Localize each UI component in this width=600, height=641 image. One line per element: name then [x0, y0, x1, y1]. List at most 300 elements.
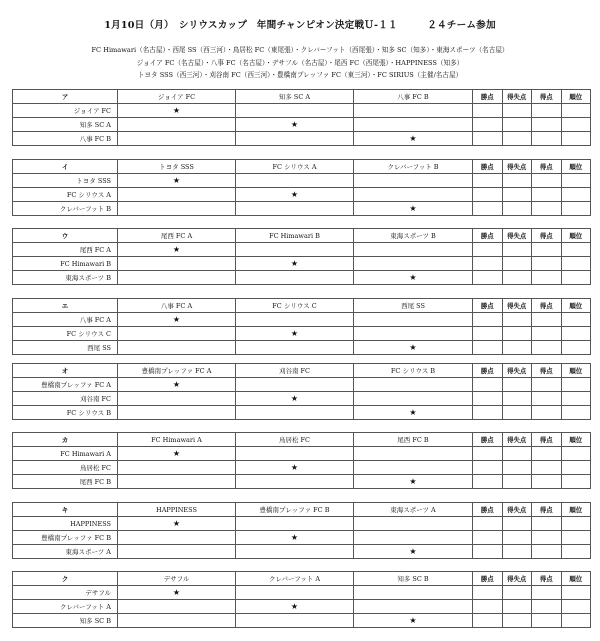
score-cell	[502, 614, 532, 628]
result-cell	[236, 475, 354, 489]
score-header: 得点	[532, 364, 562, 378]
self-match-star: ★	[118, 174, 236, 188]
score-cell	[561, 392, 591, 406]
table-row	[13, 378, 591, 392]
team-name: トヨタ SSS	[13, 174, 118, 188]
result-cell	[236, 202, 354, 216]
score-header: 得点	[532, 572, 562, 586]
score-cell	[561, 545, 591, 559]
score-header: 勝点	[473, 433, 503, 447]
score-cell	[532, 517, 562, 531]
score-header: 順位	[561, 90, 591, 104]
result-cell	[354, 313, 473, 327]
opponent-header: 知多 SC A	[236, 90, 354, 104]
score-cell	[561, 531, 591, 545]
group-code: ク	[13, 572, 118, 586]
team-name: 西尾 SS	[13, 341, 118, 355]
opponent-header: デサフル	[118, 572, 236, 586]
score-cell	[532, 132, 562, 146]
score-header: 得失点	[502, 364, 532, 378]
self-match-star: ★	[236, 600, 354, 614]
group-table-6	[12, 432, 590, 489]
result-cell	[118, 614, 236, 628]
result-cell	[354, 461, 473, 475]
opponent-header: HAPPINESS	[118, 503, 236, 517]
self-match-star: ★	[118, 378, 236, 392]
header-row	[13, 160, 591, 174]
team-name: 刈谷南 FC	[13, 392, 118, 406]
opponent-header: 東海スポーツ A	[354, 503, 473, 517]
result-cell	[118, 188, 236, 202]
score-header: 勝点	[473, 160, 503, 174]
score-cell	[473, 475, 503, 489]
score-header: 得点	[532, 229, 562, 243]
score-header: 順位	[561, 503, 591, 517]
score-cell	[473, 406, 503, 420]
participant-list	[0, 44, 600, 82]
opponent-header: FC Himawari B	[236, 229, 354, 243]
score-header: 得点	[532, 90, 562, 104]
self-match-star: ★	[236, 257, 354, 271]
score-cell	[502, 545, 532, 559]
league-table	[12, 228, 591, 285]
result-cell	[118, 257, 236, 271]
score-cell	[473, 104, 503, 118]
team-name: 東海スポーツ A	[13, 545, 118, 559]
result-cell	[236, 378, 354, 392]
team-name: 知多 SC B	[13, 614, 118, 628]
opponent-header: 鳥居松 FC	[236, 433, 354, 447]
score-cell	[532, 531, 562, 545]
result-cell	[236, 174, 354, 188]
team-name: 八事 FC B	[13, 132, 118, 146]
group-code: イ	[13, 160, 118, 174]
team-name: クレバーフット A	[13, 600, 118, 614]
score-cell	[473, 202, 503, 216]
result-cell	[236, 406, 354, 420]
table-row	[13, 545, 591, 559]
self-match-star: ★	[118, 447, 236, 461]
self-match-star: ★	[354, 545, 473, 559]
league-table	[12, 363, 591, 420]
score-header: 勝点	[473, 572, 503, 586]
table-row	[13, 132, 591, 146]
score-cell	[532, 378, 562, 392]
group-table-4	[12, 298, 590, 355]
result-cell	[236, 614, 354, 628]
result-cell	[118, 545, 236, 559]
opponent-header: ジョイア FC	[118, 90, 236, 104]
score-header: 得点	[532, 503, 562, 517]
self-match-star: ★	[354, 475, 473, 489]
score-cell	[532, 475, 562, 489]
team-name: 尾西 FC B	[13, 475, 118, 489]
score-cell	[561, 341, 591, 355]
header-row	[13, 572, 591, 586]
group-code: キ	[13, 503, 118, 517]
score-cell	[473, 392, 503, 406]
score-cell	[532, 600, 562, 614]
opponent-header: クレバーフット A	[236, 572, 354, 586]
score-header: 得点	[532, 433, 562, 447]
score-cell	[473, 243, 503, 257]
page-title: 1月10日（月） シリウスカップ 年間チャンピオン決定戦Ｕ-１１ ２４チーム参加	[104, 20, 496, 31]
self-match-star: ★	[236, 392, 354, 406]
self-match-star: ★	[118, 243, 236, 257]
score-cell	[532, 614, 562, 628]
result-cell	[236, 586, 354, 600]
score-cell	[473, 447, 503, 461]
score-header: 得失点	[502, 229, 532, 243]
team-name: クレバーフット B	[13, 202, 118, 216]
self-match-star: ★	[118, 586, 236, 600]
score-cell	[532, 188, 562, 202]
score-header: 勝点	[473, 299, 503, 313]
opponent-header: FC Himawari A	[118, 433, 236, 447]
score-cell	[561, 257, 591, 271]
score-cell	[532, 118, 562, 132]
score-cell	[561, 447, 591, 461]
score-cell	[561, 378, 591, 392]
score-cell	[473, 313, 503, 327]
score-cell	[561, 132, 591, 146]
team-name: 東海スポーツ B	[13, 271, 118, 285]
team-name: FC Himawari A	[13, 447, 118, 461]
self-match-star: ★	[118, 517, 236, 531]
opponent-header: 西尾 SS	[354, 299, 473, 313]
score-cell	[502, 188, 532, 202]
league-table	[12, 89, 591, 146]
score-cell	[532, 461, 562, 475]
result-cell	[236, 545, 354, 559]
score-header: 得失点	[502, 572, 532, 586]
header-row	[13, 503, 591, 517]
table-row	[13, 313, 591, 327]
score-cell	[532, 271, 562, 285]
result-cell	[354, 600, 473, 614]
result-cell	[354, 392, 473, 406]
score-header: 順位	[561, 160, 591, 174]
opponent-header: 豊橋南プレッファ FC A	[118, 364, 236, 378]
score-cell	[561, 406, 591, 420]
score-cell	[473, 257, 503, 271]
league-table	[12, 432, 591, 489]
score-cell	[502, 118, 532, 132]
result-cell	[236, 132, 354, 146]
result-cell	[354, 531, 473, 545]
group-table-7	[12, 502, 590, 559]
team-name: FC シリウス B	[13, 406, 118, 420]
result-cell	[354, 447, 473, 461]
result-cell	[354, 257, 473, 271]
table-row	[13, 341, 591, 355]
score-header: 勝点	[473, 90, 503, 104]
result-cell	[236, 271, 354, 285]
score-header: 勝点	[473, 229, 503, 243]
opponent-header: クレバーフット B	[354, 160, 473, 174]
score-header: 順位	[561, 299, 591, 313]
self-match-star: ★	[354, 341, 473, 355]
score-header: 得失点	[502, 503, 532, 517]
score-cell	[561, 614, 591, 628]
result-cell	[118, 118, 236, 132]
opponent-header: 知多 SC B	[354, 572, 473, 586]
result-cell	[354, 243, 473, 257]
table-row	[13, 475, 591, 489]
league-table	[12, 502, 591, 559]
table-row	[13, 118, 591, 132]
table-row	[13, 392, 591, 406]
result-cell	[354, 378, 473, 392]
score-cell	[532, 257, 562, 271]
opponent-header: 尾西 FC A	[118, 229, 236, 243]
team-name: 八事 FC A	[13, 313, 118, 327]
result-cell	[236, 447, 354, 461]
score-cell	[473, 188, 503, 202]
score-cell	[473, 461, 503, 475]
self-match-star: ★	[354, 614, 473, 628]
table-row	[13, 188, 591, 202]
score-cell	[561, 202, 591, 216]
self-match-star: ★	[236, 461, 354, 475]
result-cell	[118, 341, 236, 355]
table-row	[13, 531, 591, 545]
score-cell	[561, 174, 591, 188]
team-name: デサフル	[13, 586, 118, 600]
score-cell	[532, 243, 562, 257]
team-name: FC シリウス C	[13, 327, 118, 341]
table-row	[13, 586, 591, 600]
score-cell	[532, 313, 562, 327]
opponent-header: FC シリウス B	[354, 364, 473, 378]
header-row	[13, 229, 591, 243]
self-match-star: ★	[118, 104, 236, 118]
team-name: FC Himawari B	[13, 257, 118, 271]
score-cell	[532, 447, 562, 461]
self-match-star: ★	[118, 313, 236, 327]
participant-line: ジョイア FC（名古屋）・八事 FC（名古屋）・デサフル（名古屋）・尾西 FC（西尾張）・HAPPINESS（知多）	[136, 58, 464, 67]
score-cell	[473, 378, 503, 392]
result-cell	[118, 475, 236, 489]
score-cell	[502, 132, 532, 146]
participant-line: FC Himawari（名古屋）・西尾 SS（西三河）・鳥居松 FC（東尾張）・クレバーフット（西尾張）・知多 SC（知多）・東海スポーツ（名古屋）	[91, 46, 509, 54]
score-header: 得点	[532, 299, 562, 313]
score-cell	[502, 586, 532, 600]
score-header: 得点	[532, 160, 562, 174]
opponent-header: 尾西 FC B	[354, 433, 473, 447]
group-code: エ	[13, 299, 118, 313]
score-cell	[502, 392, 532, 406]
team-name: 尾西 FC A	[13, 243, 118, 257]
result-cell	[118, 132, 236, 146]
score-cell	[473, 517, 503, 531]
score-header: 順位	[561, 572, 591, 586]
score-cell	[532, 104, 562, 118]
header-row	[13, 299, 591, 313]
header-row	[13, 90, 591, 104]
opponent-header: FC シリウス A	[236, 160, 354, 174]
score-cell	[561, 243, 591, 257]
score-cell	[561, 104, 591, 118]
score-cell	[473, 614, 503, 628]
header-row	[13, 364, 591, 378]
result-cell	[354, 118, 473, 132]
table-row	[13, 327, 591, 341]
opponent-header: 東海スポーツ B	[354, 229, 473, 243]
result-cell	[236, 517, 354, 531]
score-cell	[473, 132, 503, 146]
score-cell	[561, 188, 591, 202]
score-cell	[502, 104, 532, 118]
result-cell	[236, 243, 354, 257]
score-cell	[473, 600, 503, 614]
result-cell	[118, 531, 236, 545]
score-cell	[473, 341, 503, 355]
score-cell	[561, 327, 591, 341]
opponent-header: 八事 FC B	[354, 90, 473, 104]
self-match-star: ★	[354, 271, 473, 285]
result-cell	[118, 202, 236, 216]
result-cell	[354, 174, 473, 188]
table-row	[13, 257, 591, 271]
score-cell	[502, 202, 532, 216]
team-name: 豊橋南プレッファ FC B	[13, 531, 118, 545]
opponent-header: FC シリウス C	[236, 299, 354, 313]
score-cell	[473, 271, 503, 285]
score-cell	[532, 406, 562, 420]
league-table	[12, 159, 591, 216]
score-cell	[473, 118, 503, 132]
table-row	[13, 202, 591, 216]
team-name: 知多 SC A	[13, 118, 118, 132]
result-cell	[354, 586, 473, 600]
group-code: カ	[13, 433, 118, 447]
score-header: 得失点	[502, 160, 532, 174]
score-cell	[561, 600, 591, 614]
team-name: HAPPINESS	[13, 517, 118, 531]
score-cell	[532, 545, 562, 559]
score-cell	[561, 271, 591, 285]
score-cell	[561, 461, 591, 475]
league-table	[12, 298, 591, 355]
result-cell	[236, 313, 354, 327]
score-cell	[532, 341, 562, 355]
score-cell	[561, 586, 591, 600]
result-cell	[236, 104, 354, 118]
score-cell	[502, 600, 532, 614]
score-cell	[502, 475, 532, 489]
score-cell	[532, 327, 562, 341]
result-cell	[118, 600, 236, 614]
group-table-1	[12, 89, 590, 146]
group-code: オ	[13, 364, 118, 378]
score-cell	[532, 392, 562, 406]
score-cell	[502, 257, 532, 271]
league-table	[12, 571, 591, 628]
self-match-star: ★	[354, 202, 473, 216]
group-table-3	[12, 228, 590, 285]
score-header: 得失点	[502, 433, 532, 447]
score-cell	[532, 174, 562, 188]
score-header: 得失点	[502, 90, 532, 104]
self-match-star: ★	[236, 118, 354, 132]
score-cell	[473, 531, 503, 545]
team-name: FC シリウス A	[13, 188, 118, 202]
result-cell	[118, 461, 236, 475]
score-cell	[561, 517, 591, 531]
team-name: ジョイア FC	[13, 104, 118, 118]
table-row	[13, 600, 591, 614]
table-row	[13, 174, 591, 188]
result-cell	[118, 327, 236, 341]
result-cell	[354, 104, 473, 118]
table-row	[13, 517, 591, 531]
score-cell	[502, 341, 532, 355]
table-row	[13, 406, 591, 420]
score-cell	[473, 586, 503, 600]
group-table-8	[12, 571, 590, 628]
score-cell	[502, 517, 532, 531]
table-row	[13, 271, 591, 285]
score-cell	[473, 327, 503, 341]
group-table-2	[12, 159, 590, 216]
score-cell	[561, 118, 591, 132]
score-cell	[502, 461, 532, 475]
self-match-star: ★	[354, 406, 473, 420]
participant-line: トヨタ SSS（西三河）・刈谷南 FC（西三河）・豊橋南プレッファ FC（東三河）・FC SIRIUS（主催/名古屋）	[137, 71, 463, 80]
score-cell	[502, 243, 532, 257]
score-cell	[502, 271, 532, 285]
score-header: 勝点	[473, 364, 503, 378]
opponent-header: 八事 FC A	[118, 299, 236, 313]
score-cell	[502, 378, 532, 392]
score-header: 得失点	[502, 299, 532, 313]
score-header: 順位	[561, 433, 591, 447]
score-cell	[502, 174, 532, 188]
opponent-header: トヨタ SSS	[118, 160, 236, 174]
score-cell	[502, 313, 532, 327]
self-match-star: ★	[236, 531, 354, 545]
score-header: 順位	[561, 364, 591, 378]
result-cell	[354, 188, 473, 202]
score-cell	[502, 447, 532, 461]
self-match-star: ★	[354, 132, 473, 146]
group-table-5	[12, 363, 590, 420]
score-cell	[502, 531, 532, 545]
header-row	[13, 433, 591, 447]
group-code: ウ	[13, 229, 118, 243]
score-cell	[502, 406, 532, 420]
self-match-star: ★	[236, 188, 354, 202]
table-row	[13, 104, 591, 118]
result-cell	[236, 341, 354, 355]
score-header: 順位	[561, 229, 591, 243]
table-row	[13, 243, 591, 257]
opponent-header: 豊橋南プレッファ FC B	[236, 503, 354, 517]
opponent-header: 刈谷南 FC	[236, 364, 354, 378]
score-header: 勝点	[473, 503, 503, 517]
score-cell	[561, 475, 591, 489]
table-row	[13, 447, 591, 461]
score-cell	[473, 174, 503, 188]
result-cell	[118, 392, 236, 406]
score-cell	[473, 545, 503, 559]
team-name: 鳥居松 FC	[13, 461, 118, 475]
table-row	[13, 614, 591, 628]
result-cell	[354, 517, 473, 531]
score-cell	[502, 327, 532, 341]
group-code: ア	[13, 90, 118, 104]
